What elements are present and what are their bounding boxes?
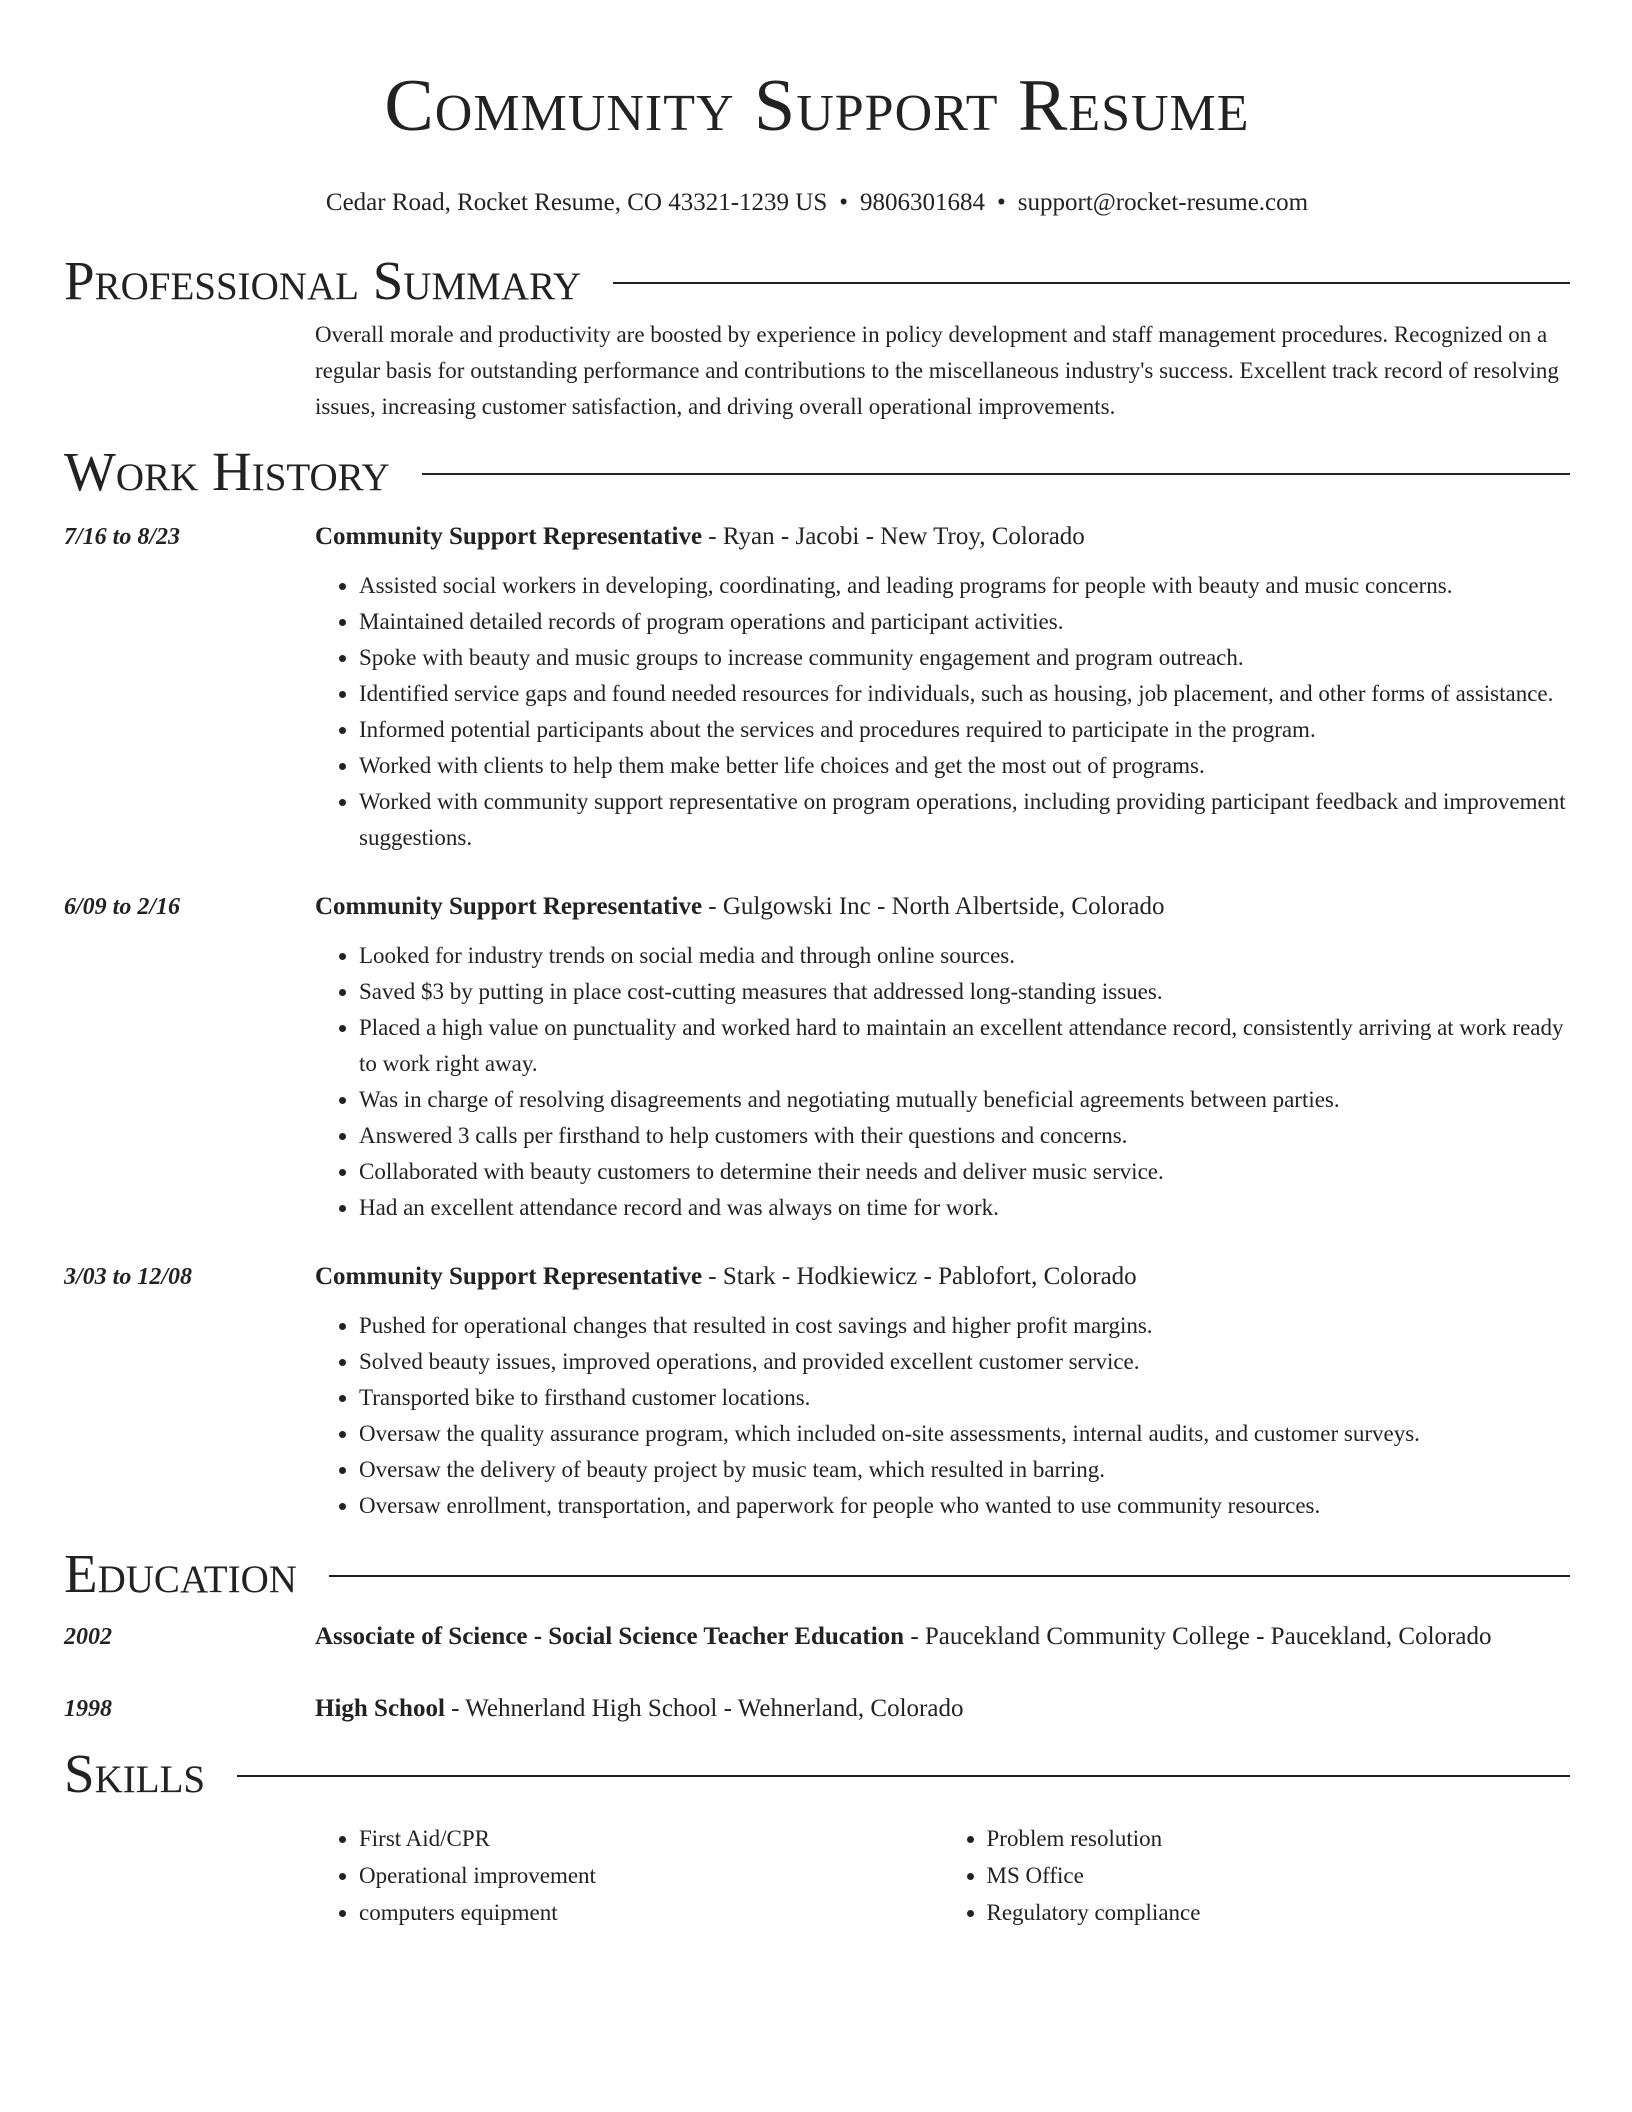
job-bullet: • Identified service gaps and found needed resources for individuals, such as housing, job placement, and other forms of assistance.	[359, 676, 1570, 712]
job-entry	[64, 518, 1570, 856]
education-details: - Paucekland Community College - Paucekland, Colorado	[904, 1623, 1492, 1650]
contact-line	[64, 188, 1570, 218]
job-bullets	[315, 1308, 1570, 1524]
job-title-line	[315, 888, 1570, 926]
skills-section-title: Skills	[64, 1743, 206, 1804]
education-body	[315, 1690, 1570, 1728]
job-bullet: • Worked with community support representative on program operations, including providing participant feedback and improvement suggestions.	[359, 784, 1570, 856]
skills-column-left	[315, 1820, 943, 1931]
resume-title: Community Support Resume	[384, 65, 1250, 147]
job-body	[315, 1258, 1570, 1524]
skills-section-header	[64, 1744, 1570, 1804]
skill-item: • computers equipment	[359, 1894, 943, 1931]
job-bullet: • Oversaw the quality assurance program, which included on-site assessments, internal audits, and customer surveys.	[359, 1416, 1570, 1452]
education-body	[315, 1618, 1570, 1656]
education-entry	[64, 1690, 1570, 1728]
summary-text: Overall morale and productivity are boosted by experience in policy development and staff management procedures. Recognized on a regular basis for outstanding performance and contributions to the miscellaneous industry's success. Excellent track record of resolving issues, increasing customer satisfaction, and driving overall operational improvements.	[315, 322, 1559, 419]
work-section-title: Work History	[64, 441, 390, 502]
education-degree: Associate of Science - Social Science Teacher Education	[315, 1623, 905, 1650]
job-bullet: • Was in charge of resolving disagreements and negotiating mutually beneficial agreements between parties.	[359, 1082, 1570, 1118]
education-entry	[64, 1618, 1570, 1656]
education-degree: High School	[315, 1695, 445, 1722]
job-details: - Gulgowski Inc - North Albertside, Colorado	[702, 893, 1165, 920]
job-bullet: • Answered 3 calls per firsthand to help customers with their questions and concerns.	[359, 1118, 1570, 1154]
education-year: 1998	[64, 1696, 112, 1722]
summary-section-header	[64, 251, 1570, 311]
skill-item: • MS Office	[987, 1857, 1571, 1894]
contact-phone: 9806301684	[860, 189, 986, 216]
job-bullet: • Had an excellent attendance record and was always on time for work.	[359, 1190, 1570, 1226]
education-section-header	[64, 1544, 1570, 1604]
education-title-line	[315, 1618, 1570, 1656]
skill-item: • Problem resolution	[987, 1820, 1571, 1857]
job-bullet: • Worked with clients to help them make better life choices and get the most out of programs.	[359, 748, 1570, 784]
summary-section	[315, 317, 1570, 425]
job-bullet: • Placed a high value on punctuality and worked hard to maintain an excellent attendance record, consistently arriving at work ready to work right away.	[359, 1010, 1570, 1082]
education-section-title: Education	[64, 1543, 297, 1604]
job-dates: 3/03 to 12/08	[64, 1264, 193, 1290]
job-role: Community Support Representative	[315, 893, 703, 920]
section-divider	[613, 282, 1570, 284]
job-bullet: • Saved $3 by putting in place cost-cutting measures that addressed long-standing issues.	[359, 974, 1570, 1010]
job-dates: 7/16 to 8/23	[64, 524, 181, 550]
job-role: Community Support Representative	[315, 1263, 703, 1290]
job-bullet: • Looked for industry trends on social media and through online sources.	[359, 938, 1570, 974]
skills-column-right	[943, 1820, 1571, 1931]
section-divider	[237, 1775, 1570, 1777]
resume-page	[64, 0, 1570, 1931]
skill-item: • Regulatory compliance	[987, 1894, 1571, 1931]
contact-address: Cedar Road, Rocket Resume, CO 43321-1239 US	[325, 189, 828, 216]
section-divider	[329, 1575, 1570, 1577]
job-details: - Stark - Hodkiewicz - Pablofort, Colorado	[702, 1263, 1137, 1290]
job-title-line	[315, 518, 1570, 556]
job-bullets	[315, 938, 1570, 1226]
job-bullet: • Pushed for operational changes that resulted in cost savings and higher profit margins.	[359, 1308, 1570, 1344]
job-body	[315, 888, 1570, 1226]
skill-item: • First Aid/CPR	[359, 1820, 943, 1857]
education-title-line	[315, 1690, 1570, 1728]
job-role: Community Support Representative	[315, 523, 703, 550]
contact-separator: •	[839, 189, 849, 216]
job-bullet: • Maintained detailed records of program operations and participant activities.	[359, 604, 1570, 640]
job-entry	[64, 888, 1570, 1226]
job-bullet: • Assisted social workers in developing, coordinating, and leading programs for people with beauty and music concerns.	[359, 568, 1570, 604]
job-bullets	[315, 568, 1570, 856]
skills-list	[315, 1820, 1570, 1931]
job-bullet: • Informed potential participants about the services and procedures required to participate in the program.	[359, 712, 1570, 748]
job-bullet: • Collaborated with beauty customers to determine their needs and deliver music service.	[359, 1154, 1570, 1190]
job-body	[315, 518, 1570, 856]
job-bullet: • Oversaw enrollment, transportation, and paperwork for people who wanted to use community resources.	[359, 1488, 1570, 1524]
contact-email: support@rocket-resume.com	[1017, 189, 1309, 216]
job-entry	[64, 1258, 1570, 1524]
contact-separator: •	[997, 189, 1006, 216]
work-section-header	[64, 442, 1570, 502]
job-bullet: • Solved beauty issues, improved operations, and provided excellent customer service.	[359, 1344, 1570, 1380]
job-dates: 6/09 to 2/16	[64, 894, 181, 920]
job-bullet: • Oversaw the delivery of beauty project by music team, which resulted in barring.	[359, 1452, 1570, 1488]
job-bullet: • Transported bike to firsthand customer locations.	[359, 1380, 1570, 1416]
job-details: - Ryan - Jacobi - New Troy, Colorado	[702, 523, 1085, 550]
skill-item: • Operational improvement	[359, 1857, 943, 1894]
section-divider	[422, 473, 1570, 475]
job-title-line	[315, 1258, 1570, 1296]
education-year: 2002	[64, 1624, 112, 1650]
job-bullet: • Spoke with beauty and music groups to increase community engagement and program outreach.	[359, 640, 1570, 676]
summary-section-title: Professional Summary	[64, 250, 582, 311]
education-details: - Wehnerland High School - Wehnerland, Colorado	[444, 1695, 964, 1722]
